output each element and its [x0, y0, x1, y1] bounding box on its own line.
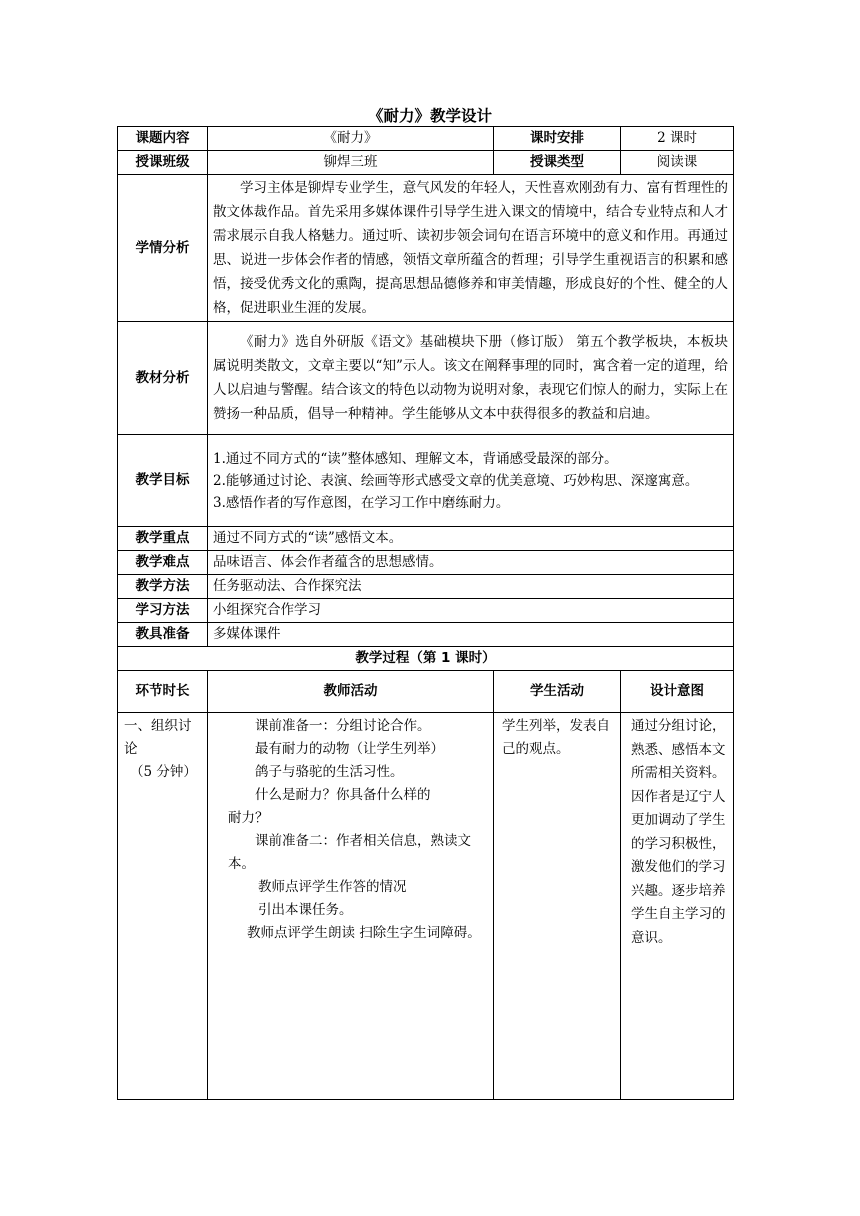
key-point-label: 教学重点	[118, 527, 208, 551]
teacher-line: 引出本课任务。	[258, 902, 353, 918]
col-header-intent: 设计意图	[621, 671, 734, 713]
student-analysis-text: 学习主体是铆焊专业学生，意气风发的年轻人，天性喜欢刚劲有力、富有哲理性的散文体裁作品。首先采用多媒体课件引导学生进入课文的情境中，结合专业特点和人才需求展示自我人格魅力。通过听、读初步领会词句在语言环境中的意义和作用。再通过思、说进一步体会作者的情感，领悟文章所蕴含的哲理；引导学生重视语言的积累和感悟，接受优秀文化的熏陶，提高思想品德修养和审美情趣，形成良好的个性、健全的人格，促进职业生涯的发展。	[208, 175, 734, 322]
material-analysis-row	[118, 322, 734, 435]
teaching-method-row	[118, 575, 734, 599]
type-value: 阅读课	[621, 151, 734, 175]
student-analysis-row	[118, 175, 734, 322]
goal-item: 3.感悟作者的写作意图，在学习工作中磨练耐力。	[213, 494, 510, 511]
col-header-stage: 环节时长	[118, 671, 208, 713]
teaching-method-value: 任务驱动法、合作探究法	[208, 575, 734, 599]
learning-method-value: 小组探究合作学习	[208, 599, 734, 623]
student-activity-cell: 学生列举，发表自己的观点。	[494, 713, 621, 1100]
goals-list	[208, 435, 734, 527]
process-header-row	[118, 671, 734, 713]
info-row-2	[118, 151, 734, 175]
goal-item: 1.通过不同方式的“读”整体感知、理解文本，背诵感受最深的部分。	[213, 450, 618, 467]
teacher-line: 最有耐力的动物（让学生列举）	[255, 741, 444, 757]
design-intent-cell: 通过分组讨论，熟悉、感悟本文所需相关资料。因作者是辽宁人更加调动了学生的学习积极性，激发他们的学习兴趣。逐步培养学生自主学习的意识。	[621, 713, 734, 1100]
teaching-method-label: 教学方法	[118, 575, 208, 599]
type-label: 授课类型	[494, 151, 621, 175]
learning-method-row	[118, 599, 734, 623]
teacher-activity-cell	[208, 713, 494, 1100]
class-label: 授课班级	[118, 151, 208, 175]
difficulty-value: 品味语言、体会作者蕴含的思想感情。	[208, 551, 734, 575]
teacher-line: 教师点评学生作答的情况	[258, 879, 407, 895]
difficulty-row	[118, 551, 734, 575]
time-value: 2 课时	[621, 127, 734, 151]
info-row-1	[118, 127, 734, 151]
course-label: 课题内容	[118, 127, 208, 151]
process-heading: 教学过程（第 1 课时）	[118, 647, 734, 671]
lesson-plan-table	[117, 126, 734, 1100]
material-analysis-label: 教材分析	[118, 322, 208, 435]
stage-duration: （5 分钟）	[130, 764, 197, 780]
teacher-line: 课前准备一：分组讨论合作。	[255, 718, 431, 734]
class-value: 铆焊三班	[208, 151, 494, 175]
teacher-line: 课前准备二：作者相关信息，熟读文本。	[228, 833, 471, 872]
col-header-student: 学生活动	[494, 671, 621, 713]
tools-row	[118, 623, 734, 647]
goals-label: 教学目标	[118, 435, 208, 527]
stage-title: 一、组织讨论	[124, 718, 192, 757]
student-analysis-label: 学情分析	[118, 175, 208, 322]
teacher-line: 什么是耐力？你具备什么样的耐力？	[228, 787, 431, 826]
tools-value: 多媒体课件	[208, 623, 734, 647]
page-title: 《耐力》教学设计	[367, 107, 492, 125]
learning-method-label: 学习方法	[118, 599, 208, 623]
goals-row	[118, 435, 734, 527]
tools-label: 教具准备	[118, 623, 208, 647]
material-analysis-text: 《耐力》选自外研版《语文》基础模块下册（修订版） 第五个教学板块，本板块属说明类散文，文章主要以“知”示人。该文在阐释事理的同时，寓含着一定的道理，给人以启迪与警醒。结合该文的特色以动物为说明对象，表现它们惊人的耐力，实际上在赞扬一种品质，倡导一种精神。学生能够从文本中获得很多的教益和启迪。	[208, 322, 734, 435]
process-row	[118, 713, 734, 1100]
difficulty-label: 教学难点	[118, 551, 208, 575]
col-header-teacher: 教师活动	[208, 671, 494, 713]
teacher-line: 教师点评学生朗读 扫除生字生词障碍。	[247, 925, 481, 941]
key-point-value: 通过不同方式的“读”感悟文本。	[208, 527, 734, 551]
goal-item: 2.能够通过讨论、表演、绘画等形式感受文章的优美意境、巧妙构思、深邃寓意。	[213, 472, 699, 489]
process-heading-row	[118, 647, 734, 671]
stage-cell	[118, 713, 208, 1100]
time-label: 课时安排	[494, 127, 621, 151]
teacher-line: 鸽子与骆驼的生活习性。	[255, 764, 404, 780]
key-point-row	[118, 527, 734, 551]
course-value: 《耐力》	[208, 127, 494, 151]
